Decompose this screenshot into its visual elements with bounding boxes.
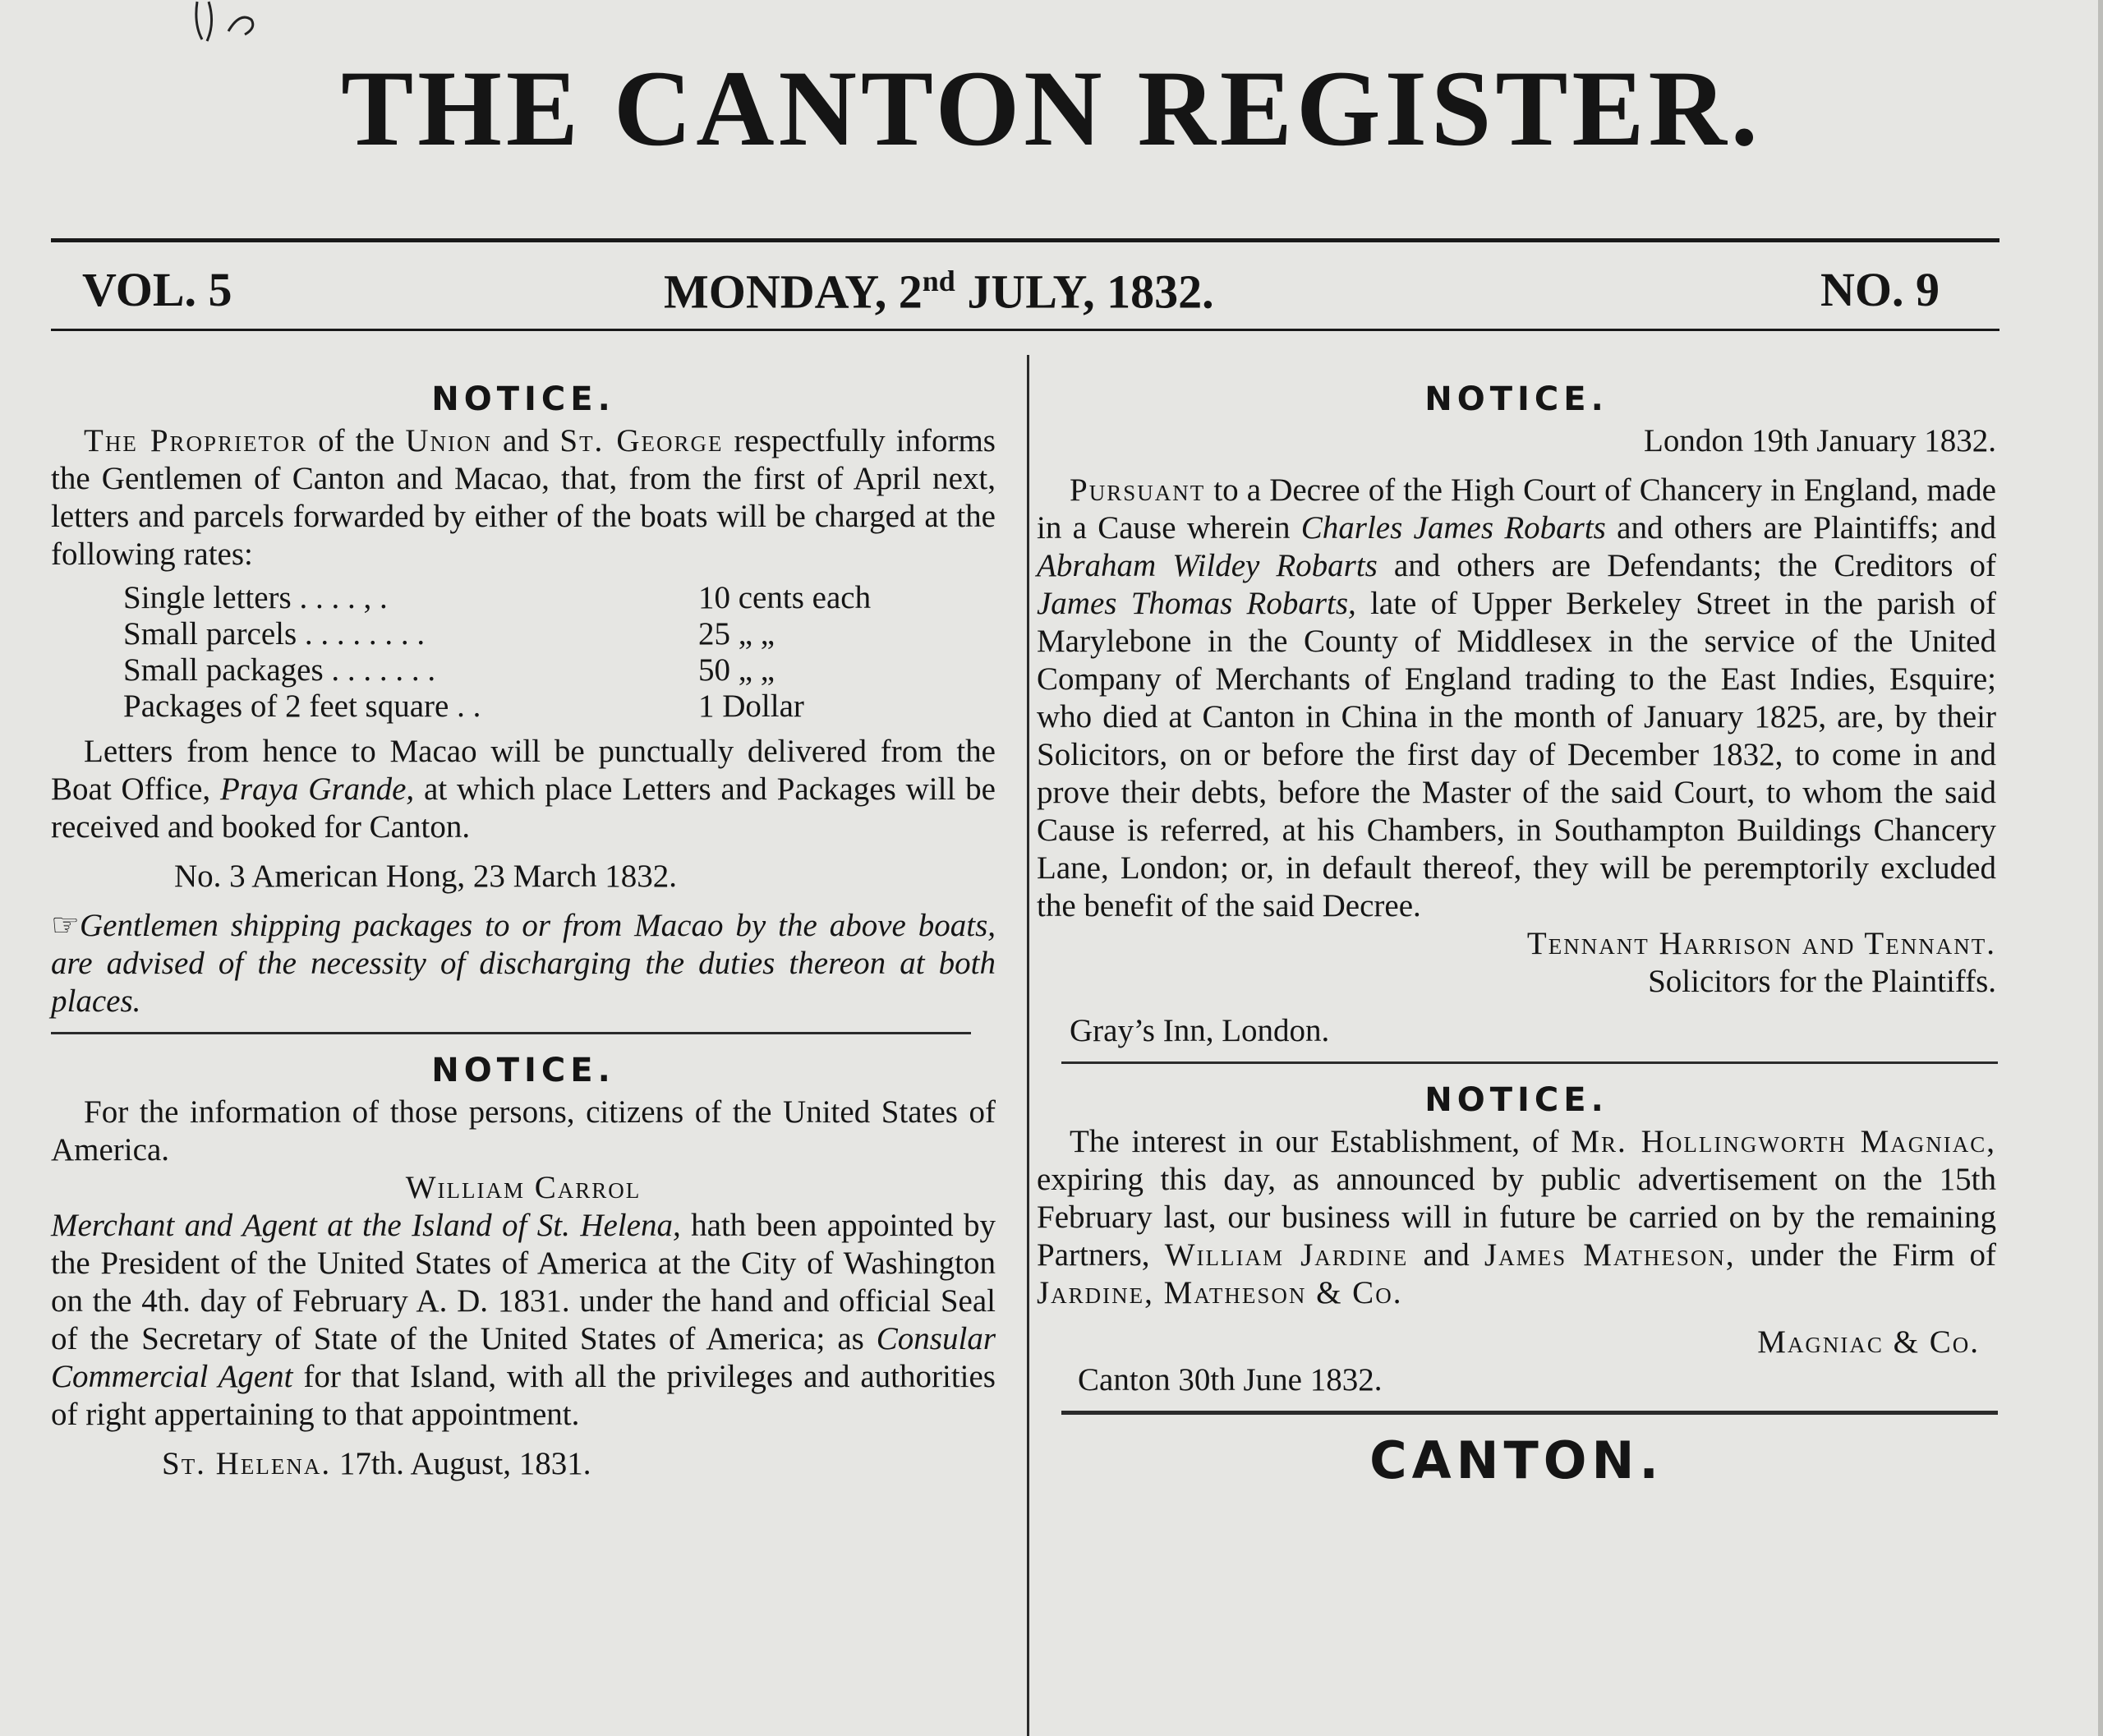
handwritten-mark [191,0,265,49]
delivery-text: at which place Letters and Packages will be received and booked for Canton. [51,771,996,845]
masthead-rule-bottom [51,329,1999,331]
partnership-text: The interest in our Establishment, of [1070,1124,1571,1159]
intro-text: respectfully informs the Gentlemen of Canton and Macao, that, from the first of April next, letters and parcels forwarded by either of the boats will be charged at the following rates: [51,423,996,572]
agent-notice-signature [51,1445,996,1483]
signature-place: St. Helena. [162,1446,332,1481]
decree-text: to a Decree of the High Court of Chancery in England, made in a Cause wherein [1037,472,1996,546]
appointment-text: for that Island, with all the privileges and authorities of right appertaining to that appointment. [51,1359,996,1432]
agent-notice-intro: For the information of those persons, citizens of the United States of America. [51,1094,996,1167]
partner-name: William Jardine [1164,1237,1409,1273]
signature-date: 17th. August, 1831. [331,1446,591,1481]
left-column [51,376,996,1483]
partnership-notice [1037,1123,1996,1312]
deceased-name: James Thomas Robarts, [1037,586,1356,621]
boat-notice-intro [51,422,996,573]
rate-item: Packages of 2 feet square . . [123,688,481,724]
agent-role: Consular Commercial Agent [51,1321,996,1394]
plaintiff-name: Charles James Robarts [1300,510,1606,546]
solicitor-firm: Tennant Harrison and Tennant. [1526,926,1996,961]
delivery-paragraph [51,733,996,846]
shipping-advice-text: Gentlemen shipping packages to or from Macao by the above boats, are advised of the necessity of discharging the duties thereon at both places. [51,908,996,1019]
notice-heading: NOTICE. [1424,380,1608,418]
partnership-place-date: Canton 30th June 1832. [1078,1362,1383,1398]
chancery-decree [1037,472,1996,925]
partnership-text: and [1408,1237,1484,1273]
intro-text: and [491,423,560,458]
shipping-advice [51,907,996,1020]
defendant-name: Abraham Wildey Robarts [1037,548,1378,583]
agent-title: Merchant and Agent at the Island of St. Helena, [51,1208,681,1243]
appointment-text: hath been appointed by the President of the United States of America at the City of Washington on the 4th. day of February A. D. 1831. under the hand and official Seal of the Secretary of State of the United States of America; as [51,1208,996,1356]
masthead-rule-top [51,238,1999,242]
pointing-hand-icon: ☞ [51,908,80,943]
rate-value: 1 Dollar [698,688,804,724]
masthead-title: THE CANTON REGISTER. [341,48,1762,168]
proprietor-label: The Proprietor [84,423,308,458]
notice-heading: NOTICE. [431,1052,615,1089]
agent-name: William Carrol [405,1170,642,1205]
decree-text: and others are Plaintiffs; and [1605,510,1996,546]
rates-table [123,580,953,725]
rate-row [123,616,953,652]
issue-date-ordinal: nd [922,265,955,297]
rate-item: Single letters . . . . , . [123,580,388,615]
right-column [1037,376,1996,1494]
notice-separator [1061,1061,1998,1064]
boat-name-st-george: St. George [559,423,724,458]
issue-weekday: MONDAY, 2 [664,265,923,319]
office-location: Praya Grande, [220,771,415,807]
solicitor-place: Gray’s Inn, London. [1070,1013,1330,1048]
decree-lead: Pursuant [1070,472,1206,508]
notice-separator [51,1032,971,1034]
column-divider [1027,355,1029,1736]
rate-item: Small parcels . . . . . . . . [123,616,426,652]
rate-row [123,688,953,725]
rate-value: 50 „ „ [698,652,775,688]
notice-heading: NOTICE. [431,380,615,418]
partner-name: James Matheson, [1484,1237,1736,1273]
section-rule [1061,1411,1998,1415]
section-heading: CANTON. [1369,1430,1664,1490]
notice-signature: No. 3 American Hong, 23 March 1832. [174,859,677,894]
rate-item: Small packages . . . . . . . [123,652,436,688]
rate-value: 10 cents each [698,580,872,615]
issue-number: NO. 9 [1820,263,1940,316]
solicitor-role: Solicitors for the Plaintiffs. [1648,964,1996,999]
scan-edge [2098,0,2103,1736]
notice-heading: NOTICE. [1424,1081,1608,1119]
decree-text: late of Upper Berkeley Street in the parish of Marylebone in the County of Middlesex in the service of the United Company of Merchants of England trading to the East Indies, Esquire; who died at Canton in China in the month of January 1825, are, by their Solicitors, on or before the first day of December 1832, to come in and prove their debts, before the Master of the said Court, to whom the said Cause is referred, at his Chambers, in Southampton Buildings Chancery Lane, London; or, in default thereof, they will be peremptorily excluded the benefit of the said Decree. [1037,586,1996,923]
volume-label: VOL. 5 [82,263,232,316]
issue-month-year: JULY, 1832. [967,265,1214,319]
issue-date [664,265,1214,319]
intro-text: of the [307,423,406,458]
partnership-text: expiring this day, as announced by public advertisement on the 15th February last, our business will in future be carried on by the remaining Partners, [1037,1162,1996,1273]
decree-text: and others are Defendants; the Creditors of [1377,548,1996,583]
firm-name: Jardine, Matheson & Co. [1037,1275,1403,1310]
delivery-text: Letters from hence to Macao will be punctually delivered from the Boat Office, [51,734,996,807]
partnership-signature: Magniac & Co. [1757,1324,1980,1360]
agent-appointment [51,1207,996,1434]
retiring-partner: Mr. Hollingworth Magniac, [1571,1124,1996,1159]
partnership-text: under the Firm of [1735,1237,1996,1273]
notice-dateline: London 19th January 1832. [1644,423,1996,458]
rate-row [123,580,953,616]
boat-name-union: Union [405,423,492,458]
rate-value: 25 „ „ [698,616,775,652]
rate-row [123,652,953,688]
